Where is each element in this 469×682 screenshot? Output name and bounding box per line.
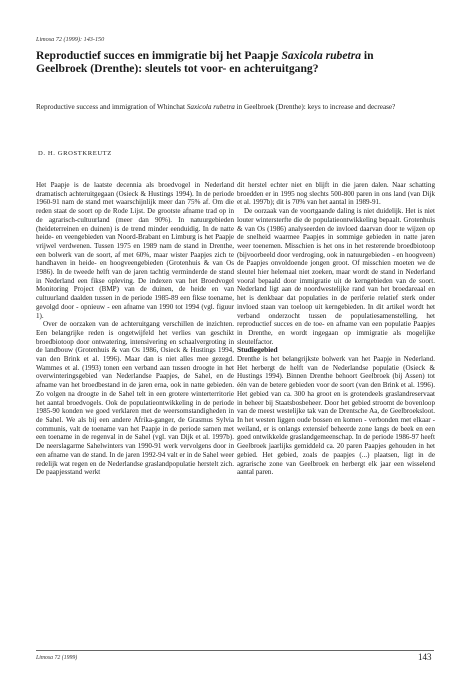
article-subtitle — [36, 103, 426, 112]
author-name: D. H. GROSTKREUTZ — [38, 150, 112, 157]
title-text-part2: in Geelbroek (Drenthe): sleutels tot voor- en achteruitgang? — [36, 49, 374, 76]
footer-journal: Limosa 72 (1999) — [36, 655, 78, 661]
footer-divider — [36, 650, 434, 651]
subtitle-text-part1: Reproductive success and immigration of Whinchat — [36, 103, 187, 111]
body-paragraph: De oorzaak van de voortgaande daling is niet duidelijk. Het is niet louter wintersterfte die de populatieontwikkeling bepaalt. Grotenhuis & van Os (1986) analyseerden de invloed daarvan door te wijzen op de snelheid waarmee Paapjes in sommige gebieden in natte jaren weer toenemen. Misschien is het ons in het resterende broedbiotoop (bijvoorbeeld door verdroging, ook in natuurgebieden - en hoogveen) de Paapjes onvoldoende jongen groot. Of misschien moeten we de sleutel hier helemaal niet zoeken, maar wordt de stand in Nederland vooral bepaald door immigratie uit de kerngebieden van de soort. Nederland ligt aan de noordwestelijke rand van het broedareaal en het is denkbaar dat populaties in de periferie relatief sterk onder invloed staan van toeloop uit kerngebieden. In dit artikel wordt het verband onderzocht tussen de populatiesamenstelling, het reproductief succes en de toe- en afname van een populatie Paapjes in Drenthe, en wordt ingegaan op immigratie als mogelijke sleutelfactor. — [237, 207, 435, 346]
body-paragraph: Drenthe is het belangrijkste bolwerk van het Paapje in Nederland. Het herbergt de helft van de Nederlandse populatie (Osieck & Hustings 1994). Binnen Drenthe behoort Geelbroek (bij Assen) tot één van de betere gebieden voor de soort (van den Brink et al. 1996). Het gebied van ca. 300 ha groot en is grotendeels graslandreservaat in beheer bij Staatsbosbeheer. Door het gebied stroomt de bovenloop van de meest westelijke tak van de Drentsche Aa, de Geelbroeksloot. In het westen liggen oude bossen en komen - verbonden met elkaar - weiland, er is onlangs extensief beheerde zone langs de beek en een goed ontwikkelde graslandgemeenschap. In de periode 1986-97 heeft Geelbroek jaarlijks gemiddeld ca. 20 paren Paapjes gehouden in het gebied. Het gebied, zoals de paapjes (...) plaatsen, ligt in de agrarische zone van Geelbroek en herbergt elk jaar een wisselend aantal paren. — [237, 355, 435, 477]
subtitle-species-name: Saxicola rubetra — [186, 103, 235, 111]
section-heading: Studiegebied — [237, 345, 278, 355]
page-number: 143 — [418, 652, 432, 662]
journal-citation: Limosa 72 (1999): 143-150 — [36, 36, 105, 43]
subtitle-text-part2: in Geelbroek (Drenthe): keys to increase and decrease? — [234, 103, 396, 111]
body-paragraph: Over de oorzaken van de achteruitgang verschillen de inzichten. Een belangrijke reden is ongetwijfeld het verlies van geschikt broedbiotoop door ontwatering, intensivering en schaalvergroting in de landbouw (Grotenhuis & van Os 1986, Osieck & Hustings 1994, van den Brink et al. 1996). Maar dan is niet alles mee gezegd. Wammes et al. (1993) tonen een verband aan tussen droogte in het overwinteringsgebied van Nederlandse Paapjes, de Sahel, en de afname van het broedbestand in de jaren erna, ook in natte gebieden. Zo volgen na droogte in de Sahel telt in een grotere winterterritorie het aantal broedvogels. Ook de populatieontwikkeling in de periode 1985-90 konden we goed verklaren met de weersomstandigheden in de Sahel. We als bij een andere Afrika-ganger, de Grasmus Sylvia communis, valt de toename van het Paapje in de periode samen met een toename in de regenval in de Sahel (vgl. van Dijk et al. 1997b). De neerslagarme Sahelwinters van 1990-91 werk vervolgens door in een afname van de stand. In de jaren 1992-94 valt er in de Sahel weer redelijk wat regen en de Nederlandse graslandpopulatie herstelt zich. De paapjesstand werkt — [36, 320, 234, 477]
article-title — [36, 49, 426, 75]
title-text-part1: Reproductief succes en immigratie bij het Paapje — [36, 49, 282, 62]
title-species-name: Saxicola rubetra — [281, 49, 362, 62]
right-column — [237, 181, 435, 477]
body-paragraph: dit herstel echter niet en blijft in die jaren dalen. Naar schatting broedden er in 1995 nog slechts 500-800 paren in ons land (van Dijk et al. 1997b); dit is 70% van het aantal in 1989-91. — [237, 181, 435, 207]
body-paragraph: Het Paapje is de laatste decennia als broedvogel in Nederland dramatisch achteruitgegaan (Osieck & Hustings 1994). In de periode 1960-91 nam de stand met waarschijnlijk meer dan 75% af. Om die reden staat de soort op de Rode Lijst. De grootste afname trad op in de agrarisch-cultuurland (meer dan 90%). In natuurgebieden (heideterreinen en duinen) is de trend minder eenduidig. In de natte heide- en veengebieden van Noord-Brabant en Limburg is het Paapje vrijwel verdwenen. Tussen 1975 en 1989 nam de stand in Drenthe, een bolwerk van de soort, af met 60%, maar wister Paapjes zich te handhaven in heide- en hoogveengebieden (Grotenhuis & van Os 1986). In de tweede helft van de jaren tachtig verminderde de stand in Nederland een fikse opleving. De indexen van het Broedvogel Monitoring Project (BMP) van de duinen, de heide en van cultuurland daalden tussen in de periode 1985-89 een fikse toename, gevolgd door - opnieuw - een afname van 1990 tot 1994 (vgl. figuur 1). — [36, 181, 234, 320]
left-column — [36, 181, 234, 477]
